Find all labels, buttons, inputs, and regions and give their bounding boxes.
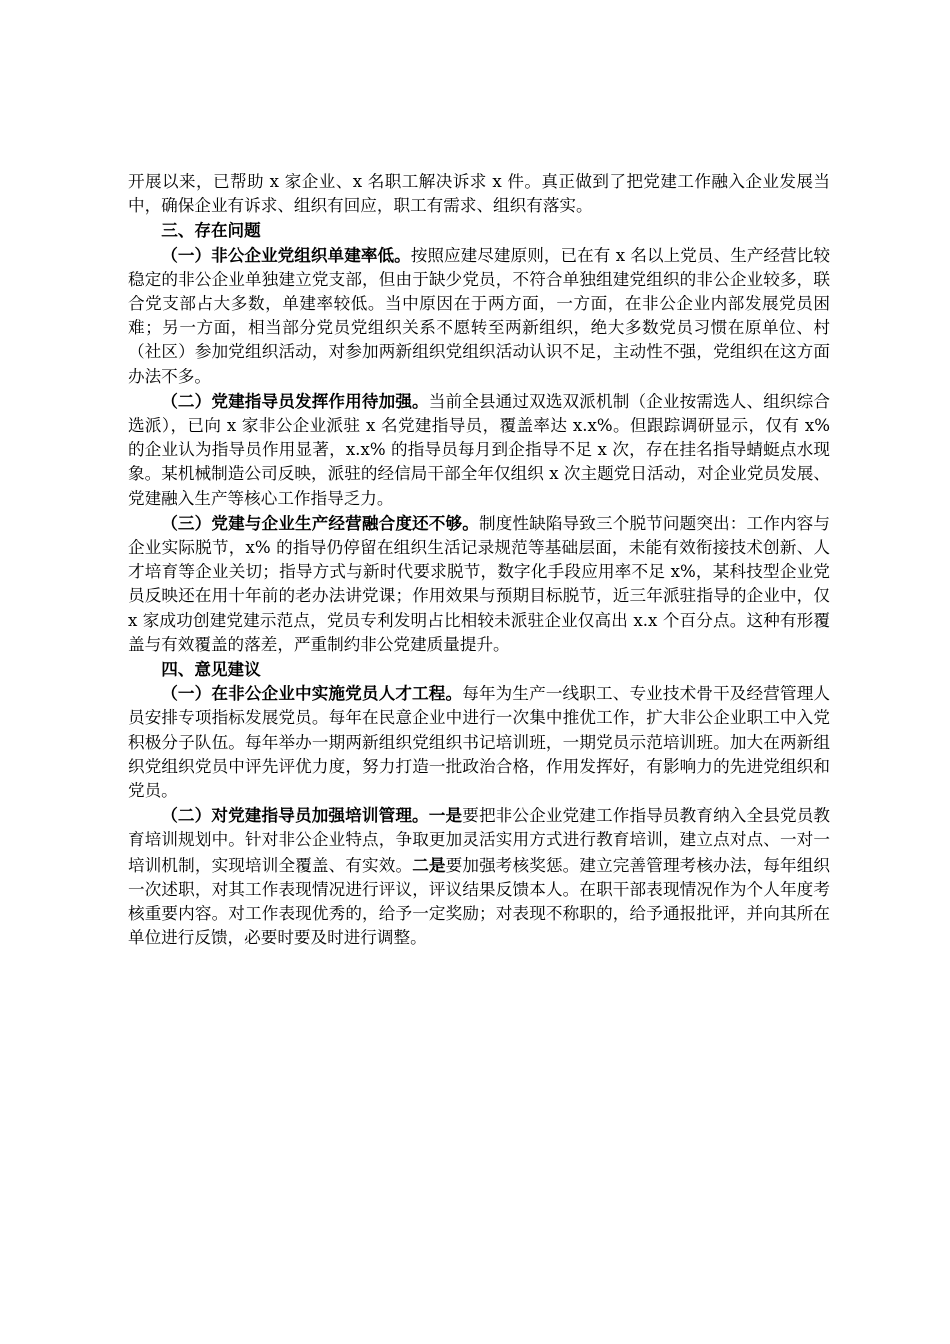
suggestion-2-body-2: 要加强考核奖惩。建立完善管理考核办法，每年组织一次述职，对其工作表现情况进行评议，评议结果反馈本人。在职干部表现情况作为个人年度考核重要内容。对工作表现优秀的，给予一定奖励；对表现不称职的，给予通报批评，并向其所在单位进行反馈，必要时要及时进行调整。 <box>128 855 831 948</box>
suggestion-2-lead: （二）对党建指导员加强培训管理。 <box>161 805 429 826</box>
section-heading-problems: 三、存在问题 <box>161 220 261 241</box>
suggestion-paragraph-1 <box>128 681 830 803</box>
problem-2-lead: （二）党建指导员发挥作用待加强。 <box>161 390 429 411</box>
problem-paragraph-3 <box>128 511 830 657</box>
problem-1-body: 按照应建尽建原则，已在有 x 名以上党员、生产经营比较稳定的非公企业单独建立党支部，但由于缺少党员，不符合单独组建党组织的非公企业较多，联合党支部占大多数，单建率较低。当中原因在于两方面，一方面，在非公企业内部发展党员困难；另一方面，相当部分党员党组织关系不愿转至两新组织，绝大多数党员习惯在原单位、村（社区）参加党组织活动，对参加两新组织党组织活动认识不足，主动性不强，党组织在这方面办法不多。 <box>128 245 830 386</box>
problem-paragraph-2 <box>128 389 830 511</box>
problem-3-body: 制度性缺陷导致三个脱节问题突出：工作内容与企业实际脱节，x% 的指导仍停留在组织生活记录规范等基础层面，未能有效衔接技术创新、人才培育等企业关切；指导方式与新时代要求脱节，数字化手段应用率不足 x%，某科技型企业党员反映还在用十年前的老办法讲党课；作用效果与预期目标脱节，近三年派驻指导的企业中，仅 x 家成功创建党建示范点，党员专利发明占比相较未派驻企业仅高出 x.x 个百分点。这种有形覆盖与有效覆盖的落差，严重制约非公党建质量提升。 <box>128 513 831 654</box>
suggestion-paragraph-2 <box>128 803 830 950</box>
document-body <box>128 170 830 951</box>
section-heading-suggestions: 四、意见建议 <box>161 659 261 680</box>
problem-paragraph-1 <box>128 243 830 389</box>
suggestion-2-keyword-1: 一是 <box>428 805 463 826</box>
problem-3-lead: （三）党建与企业生产经营融合度还不够。 <box>161 512 479 533</box>
suggestion-2-body-1: 要把非公企业党建工作指导员教育纳入全县党员教育培训规划中。针对非公企业特点，争取更加灵活实用方式进行教育培训，建立点对点、一对一培训机制，实现培训全覆盖、有实效。 <box>128 806 831 875</box>
intro-paragraph: 开展以来，已帮助 x 家企业、x 名职工解决诉求 x 件。真正做到了把党建工作融入企业发展当中，确保企业有诉求、组织有回应，职工有需求、组织有落实。 <box>128 172 830 216</box>
suggestion-2-keyword-2: 二是 <box>412 854 446 875</box>
problem-1-lead: （一）非公企业党组织单建率低。 <box>161 244 411 265</box>
problem-2-body: 当前全县通过双选双派机制（企业按需选人、组织综合选派），已向 x 家非公企业派驻 x 名党建指导员，覆盖率达 x.x%。但跟踪调研显示，仅有 x% 的企业认为指导员作用显著，x.x% 的指导员每月到企指导不足 x 次，存在挂名指导蜻蜓点水现象。某机械制造公司反映，派驻的经信局干部全年仅组织 x 次主题党日活动，对企业党员发展、党建融入生产等核心工作指导乏力。 <box>128 391 830 508</box>
suggestion-1-body: 每年为生产一线职工、专业技术骨干及经营管理人员安排专项指标发展党员。每年在民意企业中进行一次集中推优工作，扩大非公企业职工中入党积极分子队伍。每年举办一期两新组织党组织书记培训班，一期党员示范培训班。加大在两新组织党组织党员中评先评优力度，努力打造一批政治合格，作用发挥好，有影响力的先进党组织和党员。 <box>128 684 831 801</box>
suggestion-1-lead: （一）在非公企业中实施党员人才工程。 <box>161 683 463 704</box>
